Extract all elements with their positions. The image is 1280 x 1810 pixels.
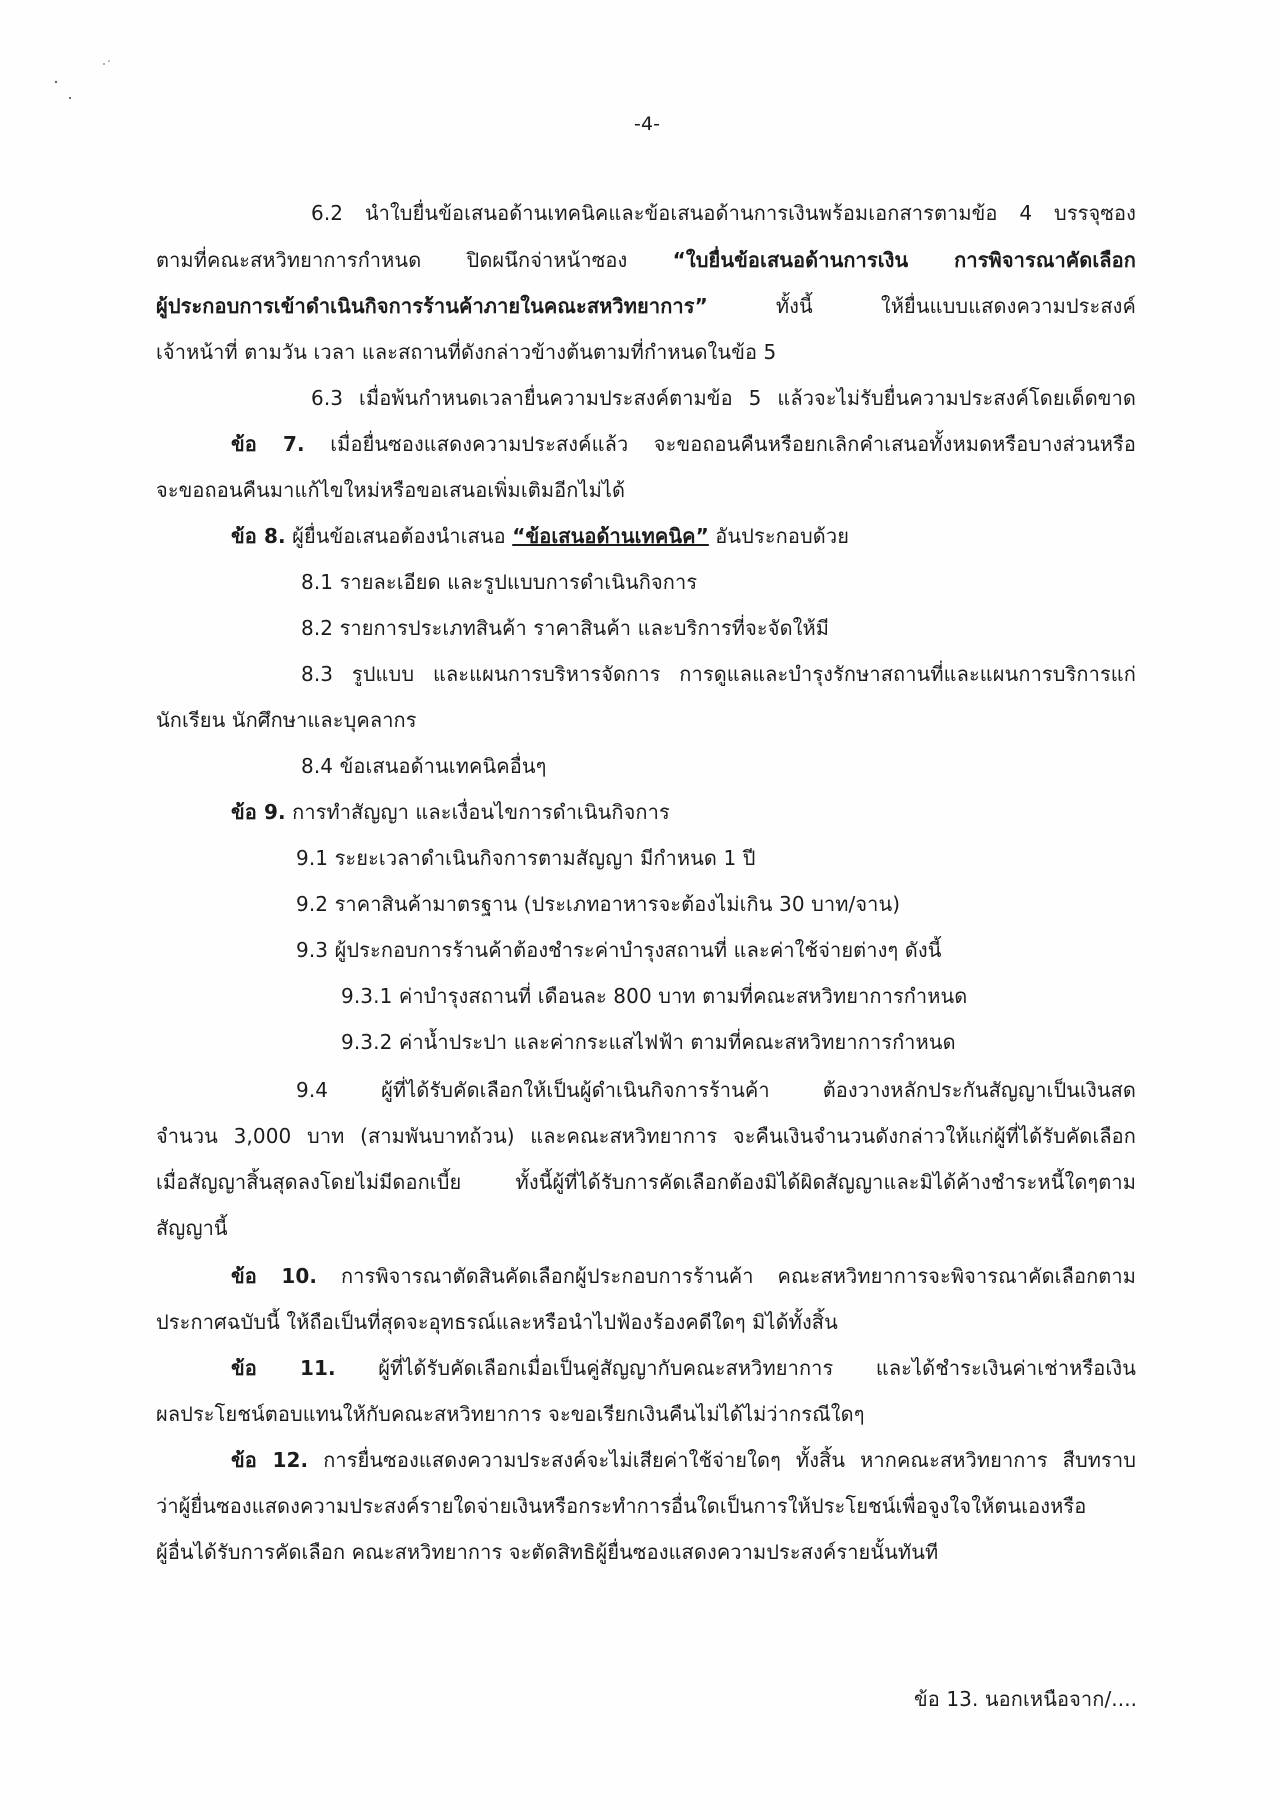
clause-10-label: ข้อ 10. — [231, 1264, 318, 1288]
clause-8-heading — [231, 521, 849, 551]
clause-8-text: ผู้ยื่นข้อเสนอต้องนำเสนอ — [285, 524, 513, 548]
para-6-2-line-2-normal: ตามที่คณะสหวิทยาการกำหนด ปิดผนึกจ่าหน้าซอง — [156, 248, 673, 272]
para-6-2-line-2-bold-title: “ใบยื่นข้อเสนอด้านการเงิน การพิจารณาคัดเลือก — [672, 248, 1136, 272]
para-6-2-line-3-bold-title: ผู้ประกอบการเข้าดำเนินกิจการร้านค้าภายในคณะสหวิทยาการ” — [156, 294, 708, 318]
clause-12-text: การยื่นซองแสดงความประสงค์จะไม่เสียค่าใช้จ่ายใดๆ ทั้งสิ้น หากคณะสหวิทยาการ สืบทราบ — [308, 1448, 1136, 1472]
footer-continuation: ข้อ 13. นอกเหนือจาก/.... — [914, 1687, 1138, 1711]
clause-12-line-1 — [231, 1445, 1136, 1475]
item-9-3-1: 9.3.1 ค่าบำรุงสถานที่ เดือนละ 800 บาท ตามที่คณะสหวิทยาการกำหนด — [341, 984, 968, 1008]
item-9-3: 9.3 ผู้ประกอบการร้านค้าต้องชำระค่าบำรุงสถานที่ และค่าใช้จ่ายต่างๆ ดังนี้ — [296, 938, 942, 962]
clause-11-text: ผู้ที่ได้รับคัดเลือกเมื่อเป็นคู่สัญญากับคณะสหวิทยาการ และได้ชำระเงินค่าเช่าหรือเงิน — [335, 1356, 1136, 1380]
clause-7-label: ข้อ 7. — [231, 432, 305, 456]
para-6-2-line-4: เจ้าหน้าที่ ตามวัน เวลา และสถานที่ดังกล่าวข้างต้นตามที่กำหนดในข้อ 5 — [156, 340, 777, 364]
item-9-2: 9.2 ราคาสินค้ามาตรฐาน (ประเภทอาหารจะต้องไม่เกิน 30 บาท/จาน) — [296, 892, 901, 916]
clause-10-line-2: ประกาศฉบับนี้ ให้ถือเป็นที่สุดจะอุทธรณ์และหรือนำไปฟ้องร้องคดีใดๆ มิได้ทั้งสิ้น — [156, 1310, 838, 1334]
clause-9-text: การทำสัญญา และเงื่อนไขการดำเนินกิจการ — [285, 800, 670, 824]
item-8-2: 8.2 รายการประเภทสินค้า ราคาสินค้า และบริการที่จะจัดให้มี — [301, 616, 830, 640]
para-6-3: 6.3 เมื่อพ้นกำหนดเวลายื่นความประสงค์ตามข้อ 5 แล้วจะไม่รับยื่นความประสงค์โดยเด็ดขาด — [311, 386, 1136, 410]
item-9-4-line-1: 9.4 ผู้ที่ได้รับคัดเลือกให้เป็นผู้ดำเนินกิจการร้านค้า ต้องวางหลักประกันสัญญาเป็นเงินสด — [296, 1078, 1136, 1102]
clause-8-text-after: อันประกอบด้วย — [708, 524, 850, 548]
clause-12-line-2: ว่าผู้ยื่นซองแสดงความประสงค์รายใดจ่ายเงินหรือกระทำการอื่นใดเป็นการให้ประโยชน์เพื่อจูงใจให้ตนเองหรือ — [156, 1494, 1087, 1518]
item-8-4: 8.4 ข้อเสนอด้านเทคนิคอื่นๆ — [301, 754, 547, 778]
para-6-2-line-1: 6.2 นำใบยื่นข้อเสนอด้านเทคนิคและข้อเสนอด้านการเงินพร้อมเอกสารตามข้อ 4 บรรจุซอง — [311, 201, 1136, 225]
item-8-3-line-2: นักเรียน นักศึกษาและบุคลากร — [156, 708, 417, 732]
clause-7-line-1 — [231, 429, 1136, 459]
clause-12-label: ข้อ 12. — [231, 1448, 309, 1472]
item-9-3-2: 9.3.2 ค่าน้ำประปา และค่ากระแสไฟฟ้า ตามที่คณะสหวิทยาการกำหนด — [341, 1030, 956, 1054]
clause-8-underlined-term: “ข้อเสนอด้านเทคนิค” — [512, 524, 709, 548]
clause-11-line-2: ผลประโยชน์ตอบแทนให้กับคณะสหวิทยาการ จะขอเรียกเงินคืนไม่ได้ไม่ว่ากรณีใดๆ — [156, 1402, 865, 1426]
page-number: -4- — [634, 113, 661, 135]
item-9-4-line-4: สัญญานี้ — [156, 1216, 228, 1240]
clause-8-label: ข้อ 8. — [231, 524, 286, 548]
clause-9-label: ข้อ 9. — [231, 800, 286, 824]
clause-10-text: การพิจารณาตัดสินคัดเลือกผู้ประกอบการร้านค้า คณะสหวิทยาการจะพิจารณาคัดเลือกตาม — [317, 1264, 1136, 1288]
clause-10-line-1 — [231, 1261, 1136, 1291]
para-6-2-line-2 — [156, 245, 1136, 275]
item-8-1: 8.1 รายละเอียด และรูปแบบการดำเนินกิจการ — [301, 570, 698, 594]
clause-12-line-3: ผู้อื่นได้รับการคัดเลือก คณะสหวิทยาการ จะตัดสิทธิผู้ยื่นซองแสดงความประสงค์รายนั้นทันที — [156, 1540, 939, 1564]
clause-11-label: ข้อ 11. — [231, 1356, 336, 1380]
item-9-4-line-3: เมื่อสัญญาสิ้นสุดลงโดยไม่มีดอกเบี้ย ทั้งนี้ผู้ที่ได้รับการคัดเลือกต้องมิได้ผิดสัญญาและมิได้ค้างชำระหนี้ใดๆตาม — [156, 1170, 1136, 1194]
clause-9-heading — [231, 797, 670, 827]
clause-7-line-2: จะขอถอนคืนมาแก้ไขใหม่หรือขอเสนอเพิ่มเติมอีกไม่ได้ — [156, 478, 626, 502]
clause-11-line-1 — [231, 1353, 1136, 1383]
item-9-1: 9.1 ระยะเวลาดำเนินกิจการตามสัญญา มีกำหนด 1 ปี — [296, 846, 756, 870]
para-6-2-line-3 — [156, 291, 1136, 321]
item-8-3-line-1: 8.3 รูปแบบ และแผนการบริหารจัดการ การดูแลและบำรุงรักษาสถานที่และแผนการบริการแก่ — [301, 662, 1136, 686]
clause-7-text: เมื่อยื่นซองแสดงความประสงค์แล้ว จะขอถอนคืนหรือยกเลิกคำเสนอทั้งหมดหรือบางส่วนหรือ — [304, 432, 1136, 456]
para-6-2-line-3-normal: ทั้งนี้ ให้ยื่นแบบแสดงความประสงค์ — [707, 294, 1136, 318]
item-9-4-line-2: จำนวน 3,000 บาท (สามพันบาทถ้วน) และคณะสหวิทยาการ จะคืนเงินจำนวนดังกล่าวให้แก่ผู้ที่ได้รับคัดเลือก — [156, 1124, 1136, 1148]
scan-speck-marks — [52, 58, 122, 108]
